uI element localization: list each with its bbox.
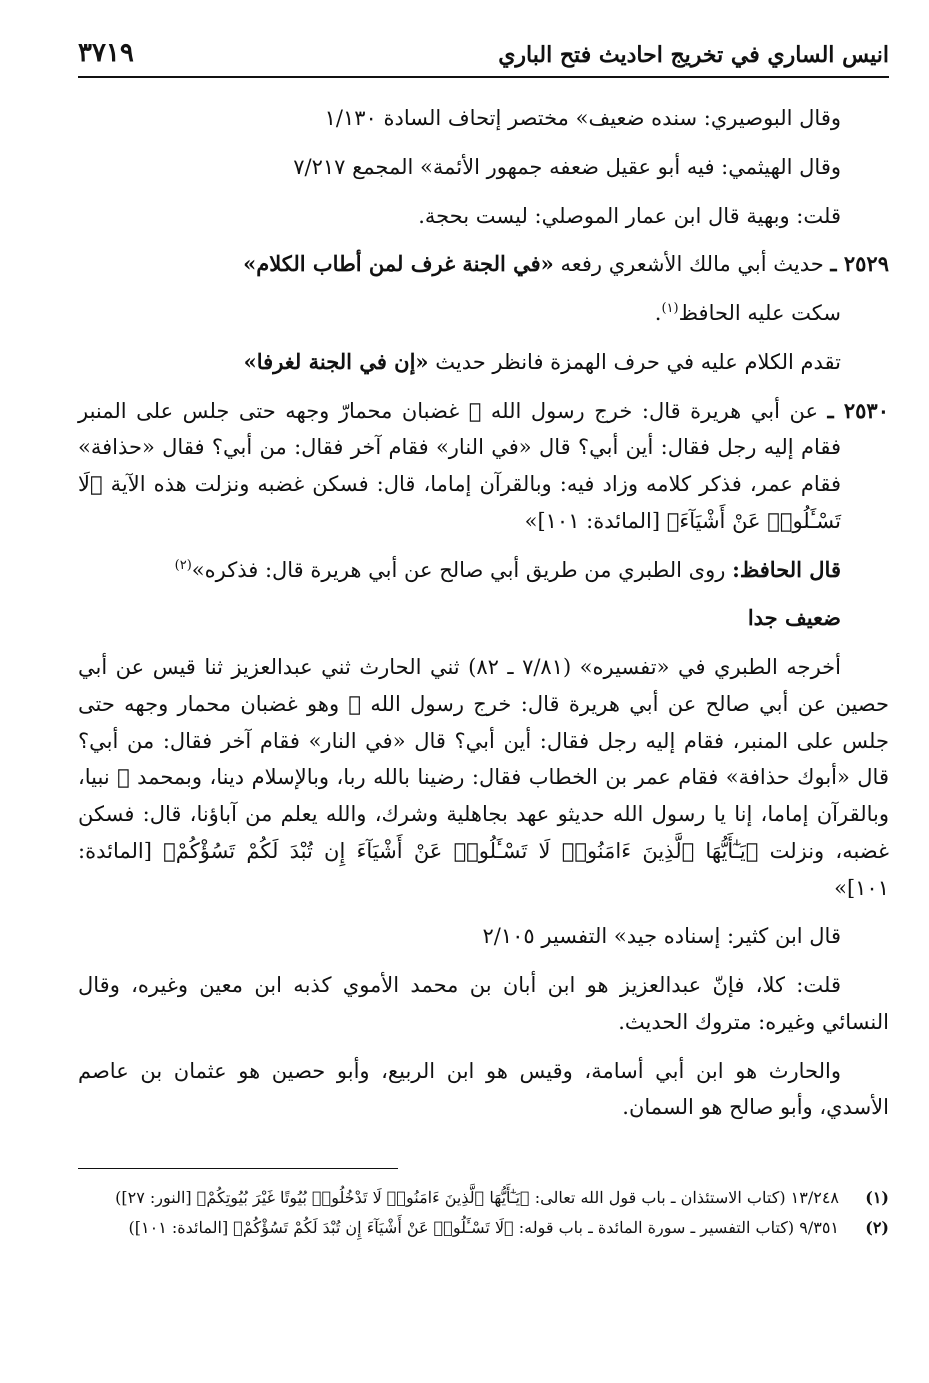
busiri-quote: وقال البوصيري: سنده ضعيف» مختصر إتحاف السادة ١/١٣٠ — [324, 106, 841, 130]
hafiz-silence-note: سكت عليه الحافظ$^{(١)}$. — [654, 301, 841, 325]
author-critique: قلت: كلا، فإنّ عبدالعزيز هو ابن أبان بن محمد الأموي كذبه ابن معين وغيره، وقال النسائي وغيره: متروك الحديث. — [78, 973, 889, 1034]
footnote-text: ٩/٣٥١ (كتاب التفسير ـ سورة المائدة ـ باب قوله: ﴿لَا تَسْـَٔلُوا۟ عَنْ أَشْيَآءَ إِن تُبْدَ لَكُمْ تَسُؤْكُمْ﴾ [المائدة: ١٠١]) — [128, 1218, 839, 1238]
cross-reference-hadith: «إن في الجنة لغرفا» — [243, 348, 429, 374]
book-title: انيس الساري في تخريج احاديث فتح الباري — [498, 42, 889, 68]
qult-note-1: قلت: وبهية قال ابن عمار الموصلي: ليست بحجة. — [418, 203, 841, 228]
hadith-text: عن أبي هريرة قال: خرج رسول الله ﷺ غضبان محمارّ وجهه حتى جلس على المنبر فقام إليه رجل فقال: أين أبي؟ قال «في النار» فقام آخر فقال: من أبي؟ فقال «حذافة» فقام عمر، فذكر كلامه وزاد فيه: وبالقرآن إماما، قال: فسكن غضبه ونزلت هذه الآية ﴿لَا تَسْـَٔلُوا۟ عَنْ أَشْيَآءَ﴾ [المائدة: ١٠١]» — [78, 398, 841, 533]
running-header — [78, 38, 889, 78]
hafiz-statement — [78, 552, 889, 589]
ibn-kathir-quote: قال ابن كثير: إسناده جيد» التفسير ٢/١٠٥ — [482, 924, 841, 949]
footnote-1 — [78, 1183, 889, 1213]
hadith-matn: «في الجنة غرف لمن أطاب الكلام» — [243, 251, 554, 277]
footnotes — [78, 1183, 889, 1244]
hadith-2530 — [78, 393, 889, 540]
footnote-text: ١٣/٢٤٨ (كتاب الاستئذان ـ باب قول الله تعالى: ﴿يَـٰٓأَيُّهَا ٱلَّذِينَ ءَامَنُوا۟ لَا تَدْخُلُوا۟ بُيُوتًا غَيْرَ بُيُوتِكُمْ﴾ [النور: ٢٧]) — [115, 1188, 839, 1207]
grading: ضعيف جدا — [747, 605, 841, 631]
footnote-ref-1: (١) — [661, 301, 679, 316]
hafiz-text: روى الطبري من طريق أبي صالح عن أبي هريرة قال: فذكره» — [191, 557, 726, 582]
hadith-2529-heading — [78, 246, 889, 283]
cross-reference-text: تقدم الكلام عليه في حرف الهمزة فانظر حديث — [435, 349, 841, 374]
narrators-identification: والحارث هو ابن أبي أسامة، وقيس هو ابن الربيع، وأبو حصين هو عثمان بن عاصم الأسدي، وأبو صالح هو السمان. — [78, 1058, 889, 1120]
hafiz-label: قال الحافظ: — [732, 556, 841, 582]
footnote-number: (١) — [865, 1188, 889, 1207]
hadith-number: ٢٥٣٠ ـ — [827, 397, 889, 423]
hadith-intro: حديث أبي مالك الأشعري رفعه — [560, 252, 824, 277]
footnote-separator — [78, 1168, 398, 1169]
takhrij-paragraph: أخرجه الطبري في «تفسيره» (٧/٨١ ـ ٨٢) ثني الحارث ثني عبدالعزيز ثنا قيس عن أبي حصين عن أبي صالح عن أبي هريرة قال: خرج رسول الله ﷺ وهو غضبان محمار وجهه حتى جلس على المنبر، فقام إليه رجل فقال: أين أبي؟ قال «في النار» فقام آخر فقال: من أبي؟ قال «أبوك حذافة» فقام عمر بن الخطاب فقال: رضينا بالله ربا، وبالإسلام دينا، وبمحمد ﷺ نبيا، وبالقرآن إماما، إنا يا رسول الله حديثو عهد بجاهلية وشرك، والله يعلم من آباؤنا، قال: فسكن غضبه، ونزلت ﴿يَـٰٓأَيُّهَا ٱلَّذِينَ ءَامَنُوا۟ لَا تَسْـَٔلُوا۟ عَنْ أَشْيَآءَ إِن تُبْدَ لَكُمْ تَسُؤْكُمْ﴾ [المائدة: ١٠١]» — [78, 655, 889, 900]
footnote-number: (٢) — [865, 1218, 889, 1238]
page-number: ٣٧١٩ — [78, 38, 134, 68]
cross-reference — [78, 344, 889, 381]
footnote-ref-2: (٢) — [174, 557, 192, 573]
footnote-2 — [78, 1213, 889, 1243]
hafiz-silence-text: سكت عليه الحافظ — [678, 301, 841, 325]
hadith-number: ٢٥٢٩ ـ — [830, 251, 889, 277]
haythami-quote: وقال الهيثمي: فيه أبو عقيل ضعفه جمهور الأئمة» المجمع ٧/٢١٧ — [293, 154, 841, 179]
